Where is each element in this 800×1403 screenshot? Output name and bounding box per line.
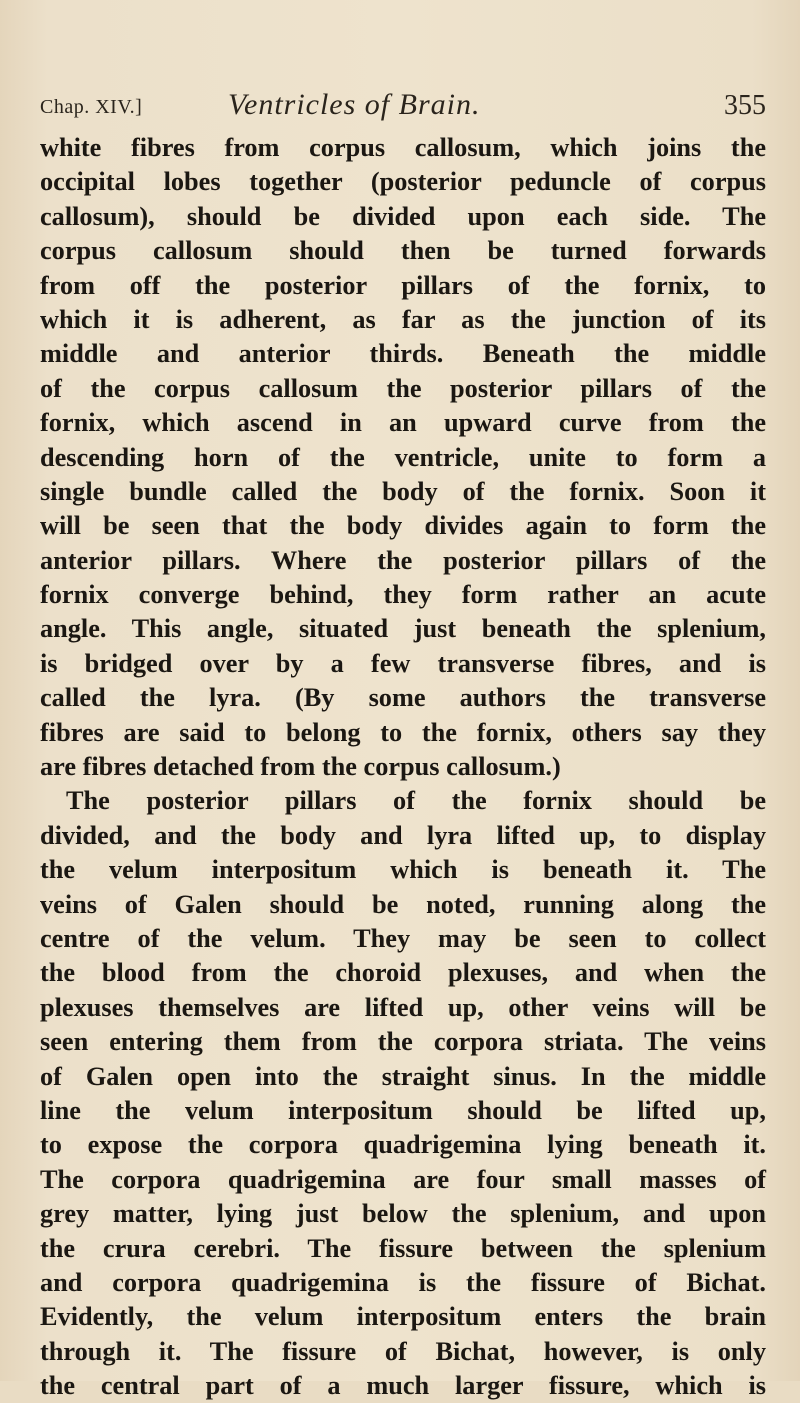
body-text [40, 131, 766, 1403]
text-line: divided, and the body and lyra lifted up, to display [40, 820, 766, 850]
text-line: grey matter, lying just below the splenium, and upon [40, 1199, 766, 1229]
text-line: fornix converge behind, they form rather an acute [40, 580, 766, 610]
text-line: and corpora quadrigemina is the fissure of Bichat. [40, 1267, 766, 1297]
text-line: white fibres from corpus callosum, which joins the [40, 133, 766, 162]
text-line: veins of Galen should be noted, running along the [40, 889, 766, 919]
text-line: single bundle called the body of the fornix. Soon it [40, 476, 766, 506]
page-title: Ventricles of Brain. [228, 88, 481, 121]
text-line: Evidently, the velum interpositum enters the brain [40, 1302, 766, 1332]
running-head [40, 88, 766, 128]
text-line: called the lyra. (By some authors the transverse [40, 683, 766, 713]
text-line: is bridged over by a few transverse fibres, and is [40, 648, 766, 678]
text-line: angle. This angle, situated just beneath the splenium, [40, 614, 766, 644]
text-line: fornix, which ascend in an upward curve from the [40, 408, 766, 438]
text-line: The corpora quadrigemina are four small masses of [40, 1164, 766, 1194]
chapter-label: Chap. XIV.] [40, 96, 143, 118]
text-line: middle and anterior thirds. Beneath the middle [40, 339, 766, 369]
page-number: 355 [724, 90, 766, 121]
text-line: to expose the corpora quadrigemina lying beneath it. [40, 1130, 766, 1160]
text-line: centre of the velum. They may be seen to collect [40, 923, 766, 953]
text-line: through it. The fissure of Bichat, however, is only [40, 1336, 766, 1366]
text-line: callosum), should be divided upon each side. The [40, 201, 766, 231]
text-line: of Galen open into the straight sinus. In the middle [40, 1061, 766, 1091]
text-line: anterior pillars. Where the posterior pillars of the [40, 545, 766, 575]
text-line: seen entering them from the corpora striata. The veins [40, 1027, 766, 1057]
text-line: descending horn of the ventricle, unite to form a [40, 442, 766, 472]
text-line: occipital lobes together (posterior peduncle of corpus [40, 167, 766, 197]
text-line: The posterior pillars of the fornix should be [66, 786, 766, 816]
text-line: which it is adherent, as far as the junction of its [40, 304, 766, 334]
text-line: will be seen that the body divides again to form the [40, 511, 766, 541]
text-line: plexuses themselves are lifted up, other veins will be [40, 992, 766, 1022]
text-line: corpus callosum should then be turned forwards [40, 236, 766, 266]
text-line: the crura cerebri. The fissure between the splenium [40, 1233, 766, 1263]
text-line: are fibres detached from the corpus callosum.) [40, 752, 561, 782]
text-line: the velum interpositum which is beneath it. The [40, 855, 766, 885]
text-line: the blood from the choroid plexuses, and when the [40, 958, 766, 988]
text-line: fibres are said to belong to the fornix, others say they [40, 717, 766, 747]
text-line: line the velum interpositum should be lifted up, [40, 1095, 766, 1125]
text-line: the central part of a much larger fissure, which is [40, 1371, 766, 1401]
text-line: of the corpus callosum the posterior pillars of the [40, 373, 766, 403]
text-line: from off the posterior pillars of the fornix, to [40, 270, 766, 300]
